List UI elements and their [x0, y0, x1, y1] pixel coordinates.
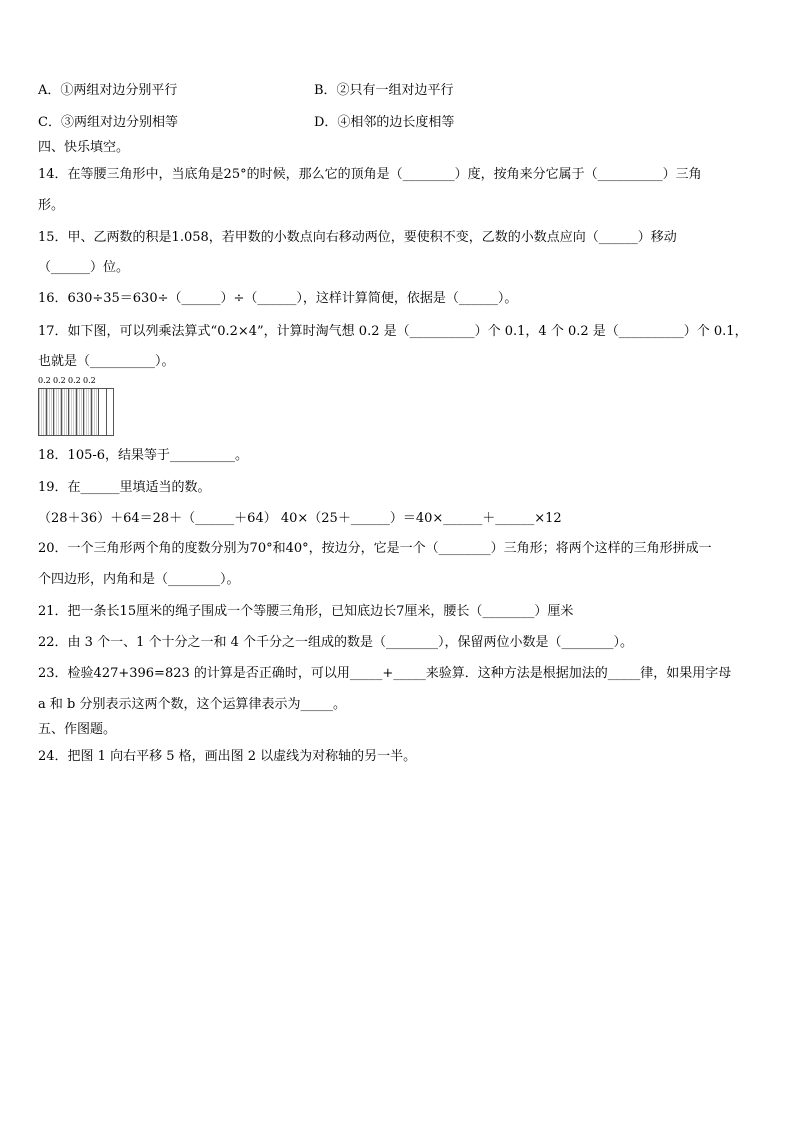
question-18: 18．105-6，结果等于__________。	[38, 448, 249, 463]
bar-cell	[99, 389, 107, 435]
bar-cell	[62, 389, 70, 435]
figure-label: 0.2	[53, 376, 66, 385]
section-heading-fill-blank: 四、快乐填空。	[38, 140, 130, 155]
bar-cell	[39, 389, 47, 435]
question-14-cont: 形。	[38, 198, 65, 213]
option-d: D．④相邻的边长度相等	[314, 115, 455, 130]
question-15-cont: （______）位。	[38, 260, 130, 275]
bar-cell	[47, 389, 55, 435]
section-heading-drawing: 五、作图题。	[38, 722, 117, 737]
option-a: A．①两组对边分别平行	[38, 83, 178, 98]
bar-cell	[69, 389, 77, 435]
bar-cell	[77, 389, 85, 435]
bar-cell	[54, 389, 62, 435]
question-23-cont: a 和 b 分别表示这两个数，这个运算律表示为_____。	[38, 697, 346, 712]
bar-cell	[84, 389, 92, 435]
question-19-equations: （28＋36）＋64＝28＋（______＋64） 40×（25＋______）＝40×______＋______×12	[38, 511, 562, 526]
question-22: 22．由 3 个一、1 个十分之一和 4 个千分之一组成的数是（________），保留两位小数是（________）。	[38, 635, 634, 650]
option-c: C．③两组对边分别相等	[38, 115, 178, 130]
figure-label: 0.2	[38, 376, 51, 385]
figure-label: 0.2	[83, 376, 96, 385]
option-b: B．②只有一组对边平行	[314, 83, 454, 98]
question-14: 14．在等腰三角形中，当底角是25°的时候，那么它的顶角是（________）度，按角来分它属于（__________）三角	[38, 167, 702, 182]
bar-cell	[107, 389, 114, 435]
question-17-cont: 也就是（__________）。	[38, 354, 175, 369]
question-21: 21．把一条长15厘米的绳子围成一个等腰三角形，已知底边长7厘米，腰长（________）厘米	[38, 604, 574, 619]
question-19: 19．在______里填适当的数。	[38, 480, 211, 495]
question-15: 15．甲、乙两数的积是1.058，若甲数的小数点向右移动两位，要使积不变，乙数的小数点应向（______）移动	[38, 230, 677, 245]
question-20: 20．一个三角形两个角的度数分别为70°和40°，按边分，它是一个（________）三角形；将两个这样的三角形拼成一	[38, 541, 712, 556]
decimal-bar	[38, 388, 114, 436]
question-16: 16．630÷35＝630÷（______）÷（______），这样计算简便，依据是（______）。	[38, 291, 518, 306]
question-20-cont: 个四边形，内角和是（________）。	[38, 572, 240, 587]
bar-cell	[92, 389, 100, 435]
question-23: 23．检验427+396=823 的计算是否正确时，可以用_____+_____来验算．这种方法是根据加法的_____律，如果用字母	[38, 666, 732, 681]
question-17: 17．如下图，可以列乘法算式“0.2×4”，计算时淘气想 0.2 是（__________）个 0.1，4 个 0.2 是（__________）个 0.1，	[38, 324, 748, 339]
decimal-bar-figure	[38, 376, 114, 440]
figure-label: 0.2	[68, 376, 81, 385]
question-24: 24．把图 1 向右平移 5 格，画出图 2 以虚线为对称轴的另一半。	[38, 749, 417, 764]
